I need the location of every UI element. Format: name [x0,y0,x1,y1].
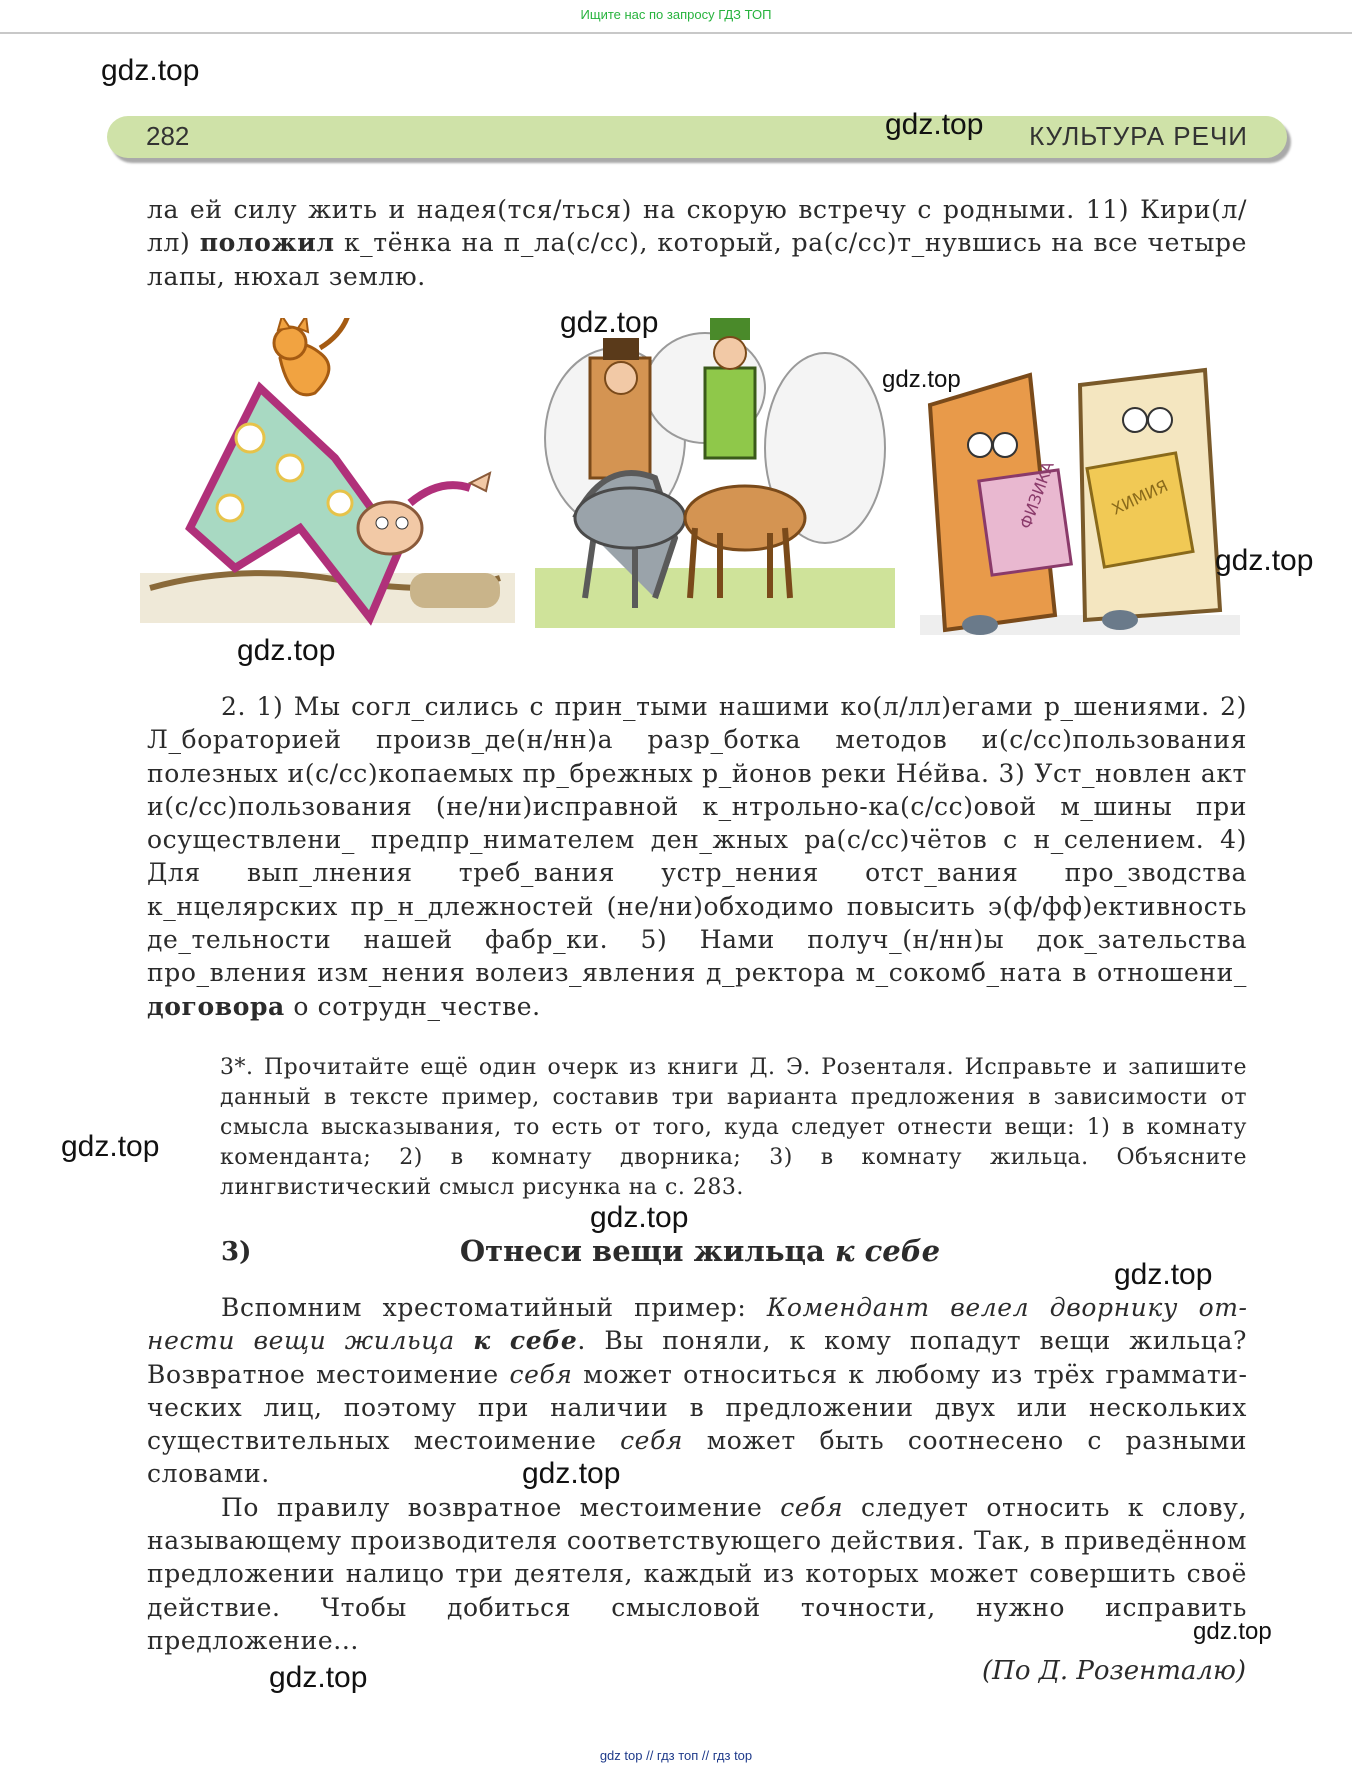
bold-italic-text: к себе [473,1326,578,1356]
text: следует относить к слову, называющему производителя соответствующего действия. Так, в приведённом предложении налицо три деятеля, каждый из которых может совершить своё действие. Чтобы добиться смысловой точности, нужно исправить предложение... [147,1492,1247,1655]
text: . Вы поняли, к кому попадут вещи жильца? Возвратное местоимение [147,1326,1247,1389]
text: может относиться к любому из трёх грамматических лиц, поэтому при наличии в предложении двух или нескольких существительных местоимение [147,1359,1247,1456]
section-title: КУЛЬТУРА РЕЧИ [1029,121,1248,151]
bold-word: договора [147,991,285,1021]
exercise-text: 2. 1) Мы согл_сились с прин_тыми нашими ко(л/лл)егами р_шениями. 2) Л_бораторией произв_де(н/нн)а разр_ботка методов и(с/сс)пользования полезных и(с/сс)копаемых пр_брежных р_йонов реки Не́йва. 3) Уст_новлен акт и(с/сс)пользования (не/ни)исправной к_нтрольно-ка(с/сс)овой м_шины при осуществлени_ предпр_нимателем ден_жных ра(с/сс)чётов с н_селением. 4) Для вып_лнения треб_вания устр_нения отст_вания про_зводства к_нцелярских пр_н_длежностей (не/ни)обходимо повысить э(ф/фф)ективность де_тельности нашей фабр_ки. 5) Нами получ_(н/нн)ы док_зательства про_вления изм_нения волеиз_явления д_ректора м_сокомб_ната в отношени_ [147,692,1247,988]
text: По правилу возвратное местоимение [221,1492,781,1522]
doors-reading-books-illustration [920,365,1240,640]
essay-paragraph-2 [147,1491,1247,1657]
essay-title-italic: к себе [834,1234,941,1268]
watermark: gdz.top [61,1130,160,1163]
watermark: gdz.top [1193,1618,1272,1645]
watermark: gdz.top [101,54,200,87]
page-number: 282 [146,121,190,151]
watermark: gdz.top [522,1457,621,1490]
italic-text: себя [620,1426,684,1456]
bold-word: положил [199,228,335,258]
site-footer: gdz top // гдз топ // гдз top [599,1748,753,1763]
watermark: gdz.top [885,108,984,141]
italic-text: себя [509,1359,573,1389]
essay-title-text: Отнеси вещи жильца [459,1234,835,1268]
riders-on-horses-illustration [535,318,895,638]
watermark: gdz.top [882,366,961,393]
banner-text: Ищите нас по запросу ГДЗ ТОП [580,7,772,22]
cat-on-carpet-illustration [140,318,515,638]
watermark: gdz.top [237,634,336,667]
essay-title [380,1234,1020,1268]
book-label-chemistry: ХИМИЯ [1108,476,1171,519]
site-banner [0,0,1352,34]
exercise-text: 3*. Прочитайте ещё один очерк из книги Д. Э. Розенталя. Исправьте и запишите данный в тексте пример, составив три варианта предложения в зависимости от смысла высказывания, то есть от того, куда следует отнести вещи: 1) в комнату коменданта; 2) в комнату дворника; 3) в комнату жильца. Объясните лингвистический смысл рисунка на с. 283. [220,1055,1247,1200]
watermark: gdz.top [1114,1258,1213,1291]
paragraph-continuation [147,193,1247,293]
italic-text: Комендант велел дворнику отнести вещи жильца [147,1293,1247,1356]
book-label-physics: ФИЗИКА [1015,458,1058,532]
essay-number: 3) [221,1237,252,1267]
watermark: gdz.top [560,306,659,339]
essay-paragraph-1 [147,1291,1247,1491]
watermark: gdz.top [1215,544,1314,577]
exercise-3 [220,1053,1247,1203]
watermark: gdz.top [590,1201,689,1234]
essay-body [147,1291,1247,1657]
italic-text: себя [780,1492,844,1522]
exercise-text: о сотрудн_честве. [284,991,541,1021]
paragraph-text: к_тёнка на п_ла(с/сс), который, ра(с/сс)т_нувшись на все четыре лапы, нюхал землю. [147,228,1247,291]
text: Вспомним хрестоматийный пример: [221,1293,767,1322]
paragraph-text: ла ей силу жить и надея(тся/ться) на скорую встречу с родными. 11) Кири(л/лл) [147,195,1247,258]
watermark: gdz.top [269,1661,368,1694]
exercise-2 [147,690,1247,1023]
attribution: (По Д. Розенталю) [982,1656,1246,1686]
text: может быть соотнесено с разными словами. [147,1426,1247,1489]
